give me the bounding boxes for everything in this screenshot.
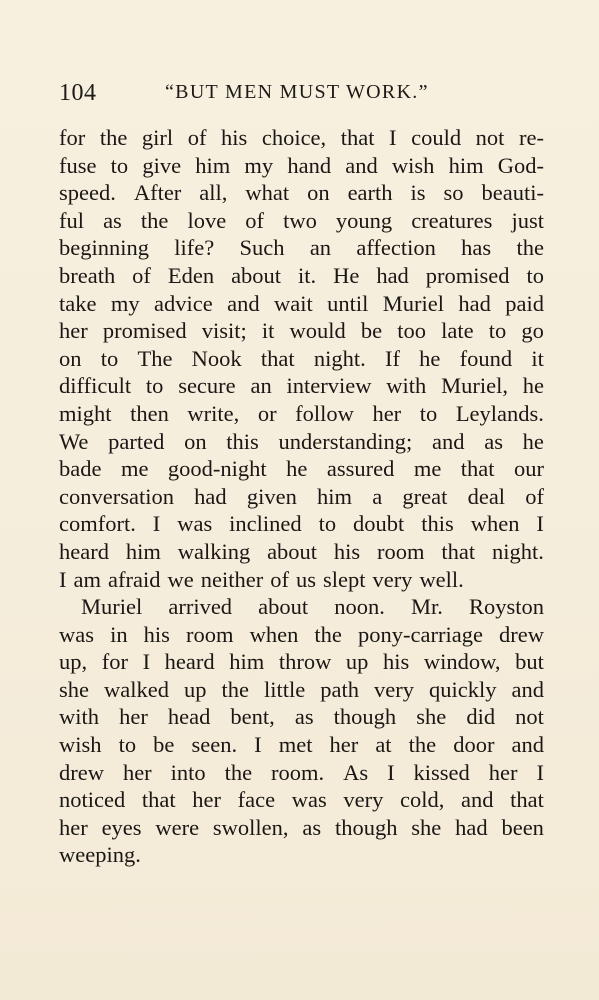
text-line: her promised visit; it would be too late to go xyxy=(59,318,544,344)
page-number: 104 xyxy=(59,80,97,106)
text-line: comfort. I was inclined to doubt this when I xyxy=(59,511,544,537)
text-line: conversation had given him a great deal of xyxy=(59,483,544,509)
text-line: take my advice and wait until Muriel had paid xyxy=(59,290,544,316)
text-line: fuse to give him my hand and wish him God- xyxy=(59,152,544,178)
text-line: We parted on this understanding; and as he xyxy=(59,428,544,454)
text-line: her eyes were swollen, as though she had been xyxy=(59,814,544,840)
body-text xyxy=(59,124,544,869)
text-line: Muriel arrived about noon. Mr. Royston xyxy=(81,594,544,620)
text-line: with her head bent, as though she did not xyxy=(59,704,544,730)
text-line: might then write, or follow her to Leylands. xyxy=(59,400,544,426)
text-line: I am afraid we neither of us slept very well. xyxy=(59,566,464,592)
text-line: noticed that her face was very cold, and that xyxy=(59,787,544,813)
text-line: was in his room when the pony-carriage drew xyxy=(59,621,544,647)
text-line: wish to be seen. I met her at the door and xyxy=(59,732,544,758)
text-line: weeping. xyxy=(59,842,141,868)
text-line: bade me good-night he assured me that our xyxy=(59,456,544,482)
text-line: on to The Nook that night. If he found it xyxy=(59,345,544,371)
text-line: for the girl of his choice, that I could not re- xyxy=(59,125,544,150)
text-line: difficult to secure an interview with Muriel, he xyxy=(59,373,544,399)
text-line: breath of Eden about it. He had promised to xyxy=(59,262,544,288)
text-line: speed. After all, what on earth is so beauti- xyxy=(59,180,544,206)
paragraph xyxy=(59,593,544,869)
text-line: ful as the love of two young creatures just xyxy=(59,207,544,233)
text-line: up, for I heard him throw up his window, but xyxy=(59,649,544,675)
running-title: “BUT MEN MUST WORK.” xyxy=(165,81,429,103)
text-line: beginning life? Such an affection has the xyxy=(59,235,544,261)
paragraph xyxy=(59,124,544,593)
page-header xyxy=(59,80,543,110)
text-line: she walked up the little path very quickly and xyxy=(59,676,544,702)
text-line: drew her into the room. As I kissed her I xyxy=(59,759,544,785)
text-line: heard him walking about his room that night. xyxy=(59,538,544,564)
